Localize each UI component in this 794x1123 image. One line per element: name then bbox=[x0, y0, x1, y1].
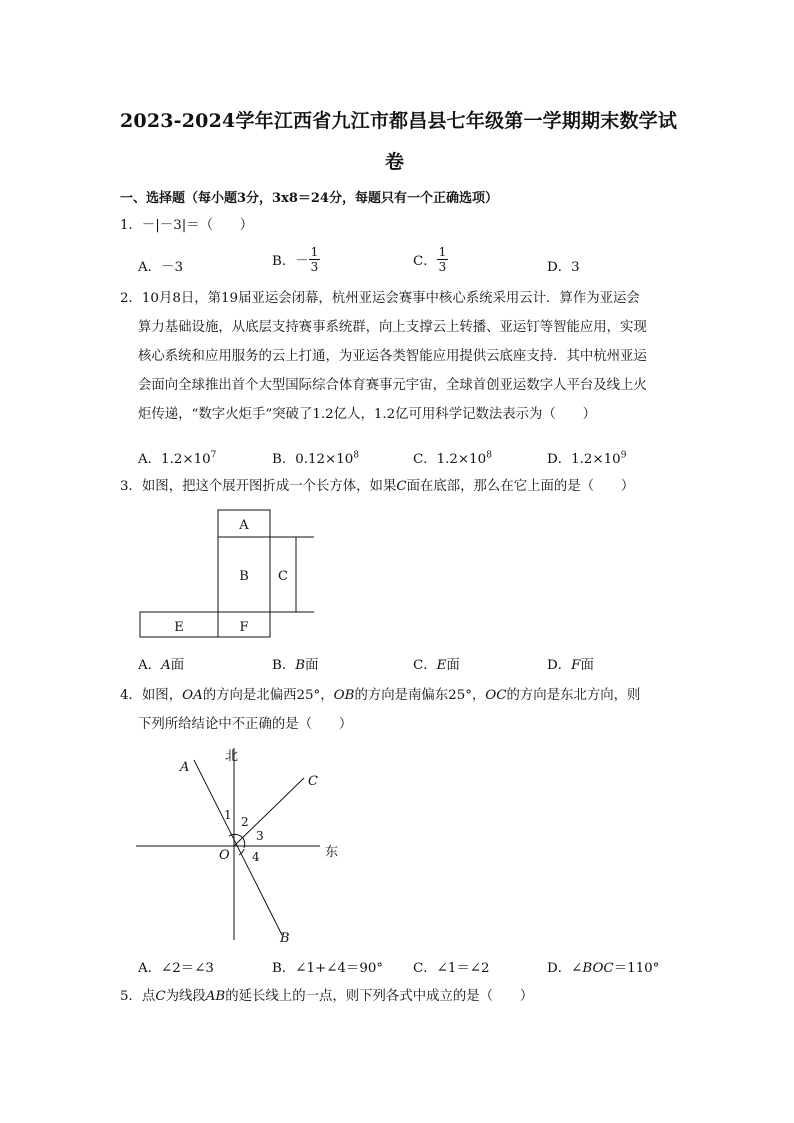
page-title: 2023-2024学年江西省九江市都昌县七年级第一学期期末数学试 bbox=[120, 110, 678, 132]
q2-option-d bbox=[547, 448, 626, 467]
q4-option-c: C．∠1＝∠2 bbox=[413, 961, 490, 976]
q3-stem-post: 面在底部，那么在它上面的是（ ） bbox=[406, 479, 635, 494]
angle-1-label: 1 bbox=[224, 808, 232, 822]
angle-arc-1-2 bbox=[229, 834, 243, 838]
net-label-c: C bbox=[278, 569, 288, 584]
net-label-a: A bbox=[239, 518, 249, 533]
q4-text: 的方向是北偏西25°， bbox=[202, 688, 334, 703]
fraction-denominator: 3 bbox=[438, 260, 447, 274]
q4-option-d-suffix: ＝110° bbox=[613, 961, 660, 976]
q1-option-b-fraction bbox=[309, 246, 321, 273]
net-label-f: F bbox=[239, 620, 249, 635]
question-2-line-5: 炬传递，“数字火炬手”突破了1.2亿人，1.2亿可用科学记数法表示为（ ） bbox=[138, 407, 596, 422]
q5-var-ab: AB bbox=[205, 989, 226, 1004]
q3-option-a-var: A bbox=[161, 658, 171, 673]
q3-option-c-prefix: C． bbox=[413, 658, 437, 673]
question-5-stem bbox=[120, 982, 533, 1011]
q1-option-c bbox=[413, 246, 448, 273]
q1-option-d: D．3 bbox=[547, 260, 580, 275]
q4-option-d-var: BOC bbox=[582, 961, 614, 976]
fraction-numerator: 1 bbox=[310, 245, 319, 259]
q2-option-d-base: D．1.2×10 bbox=[547, 452, 621, 467]
question-2-line-1: 2．10月8日，第19届亚运会闭幕，杭州亚运会赛事中核心系统采用云计．算作为亚运会 bbox=[120, 291, 640, 306]
q5-text: 5．点 bbox=[120, 989, 156, 1004]
q5-text: 的延长线上的一点，则下列各式中成立的是（ ） bbox=[225, 989, 534, 1004]
q3-option-c bbox=[413, 654, 460, 673]
question-4-line-2: 下列所给结论中不正确的是（ ） bbox=[138, 717, 353, 732]
q3-option-d bbox=[547, 654, 594, 673]
q2-option-a bbox=[138, 448, 216, 467]
fraction-numerator: 1 bbox=[438, 245, 447, 259]
q3-option-c-suffix: 面 bbox=[446, 658, 460, 673]
q3-option-a-suffix: 面 bbox=[170, 658, 185, 673]
q3-option-d-suffix: 面 bbox=[580, 658, 594, 673]
angle-3-label: 3 bbox=[256, 829, 264, 843]
q2-option-b-exponent: 8 bbox=[353, 450, 360, 461]
q2-option-c-exponent: 8 bbox=[486, 450, 492, 461]
question-3-stem bbox=[120, 472, 634, 501]
fraction-denominator: 3 bbox=[310, 260, 319, 274]
q3-option-d-prefix: D． bbox=[547, 658, 572, 673]
point-c-label: C bbox=[308, 774, 318, 789]
q1-option-a: A．－3 bbox=[138, 260, 183, 275]
q3-option-b-prefix: B． bbox=[272, 658, 296, 673]
question-2-line-4: 会面向全球推出首个大型国际综合体育赛事元宇宙，全球首创亚运数字人平台及线上火 bbox=[138, 378, 647, 393]
q3-option-c-var: E bbox=[436, 658, 447, 673]
angle-2-label: 2 bbox=[241, 815, 249, 829]
question-4-line-1 bbox=[120, 681, 640, 710]
q3-option-a bbox=[138, 654, 184, 673]
question-2-line-3: 核心系统和应用服务的云上打通，为亚运各类智能应用提供云底座支持．其中杭州亚运 bbox=[138, 349, 647, 364]
q2-option-b-base: B．0.12×10 bbox=[272, 452, 354, 467]
north-label: 北 bbox=[225, 749, 239, 764]
q5-var-c: C bbox=[155, 989, 166, 1004]
q4-text: 的方向是东北方向，则 bbox=[506, 688, 641, 703]
q2-option-d-exponent: 9 bbox=[620, 450, 627, 461]
q3-option-b-var: B bbox=[295, 658, 306, 673]
q3-option-d-var: F bbox=[571, 658, 581, 673]
point-a-label: A bbox=[180, 760, 190, 775]
question-1-stem: 1．－|－3|＝（ ） bbox=[120, 218, 254, 233]
angle-4-label: 4 bbox=[252, 850, 260, 864]
q4-option-a: A．∠2＝∠3 bbox=[138, 961, 214, 976]
q4-var-oa: OA bbox=[182, 688, 203, 703]
direction-angle-figure bbox=[130, 742, 360, 947]
ray-oa-ob bbox=[194, 760, 282, 935]
net-label-e: E bbox=[174, 620, 184, 635]
q1-option-b bbox=[272, 246, 320, 273]
net-label-b: B bbox=[239, 569, 249, 584]
q2-option-c-base: C．1.2×10 bbox=[413, 452, 487, 467]
q5-text: 为线段 bbox=[165, 989, 206, 1004]
origin-o-label: O bbox=[219, 848, 230, 863]
section-heading: 一、选择题（每小题3分，3x8＝24分，每题只有一个正确选项） bbox=[120, 191, 498, 206]
q1-option-b-prefix: B．－ bbox=[272, 254, 309, 269]
q2-option-b bbox=[272, 448, 359, 467]
ray-oc bbox=[234, 778, 304, 846]
q3-stem-pre: 3．如图，把这个展开图折成一个长方体，如果 bbox=[120, 479, 397, 494]
q4-option-d bbox=[547, 957, 659, 976]
q2-option-c bbox=[413, 448, 492, 467]
question-2-line-2: 算力基础设施，从底层支持赛事系统群，向上支撑云上转播、亚运钉等智能应用，实现 bbox=[138, 320, 647, 335]
q4-text: 4．如图， bbox=[120, 688, 183, 703]
q3-stem-var: C bbox=[396, 479, 407, 494]
q2-option-a-base: A．1.2×10 bbox=[138, 452, 211, 467]
q3-option-b bbox=[272, 654, 318, 673]
q4-var-ob: OB bbox=[333, 688, 355, 703]
q1-option-c-prefix: C． bbox=[413, 254, 437, 269]
point-b-label: B bbox=[280, 931, 290, 946]
east-label: 东 bbox=[325, 845, 339, 860]
q3-option-b-suffix: 面 bbox=[305, 658, 319, 673]
q3-option-a-prefix: A． bbox=[138, 658, 162, 673]
q4-var-oc: OC bbox=[485, 688, 507, 703]
q4-option-b: B．∠1+∠4＝90° bbox=[272, 961, 384, 976]
page-title-continued: 卷 bbox=[385, 151, 405, 173]
q1-option-c-fraction bbox=[437, 246, 449, 273]
q4-text: 的方向是南偏东25°， bbox=[354, 688, 486, 703]
cuboid-net-figure bbox=[136, 506, 321, 642]
q2-option-a-exponent: 7 bbox=[210, 450, 217, 461]
q4-option-d-prefix: D．∠ bbox=[547, 961, 583, 976]
